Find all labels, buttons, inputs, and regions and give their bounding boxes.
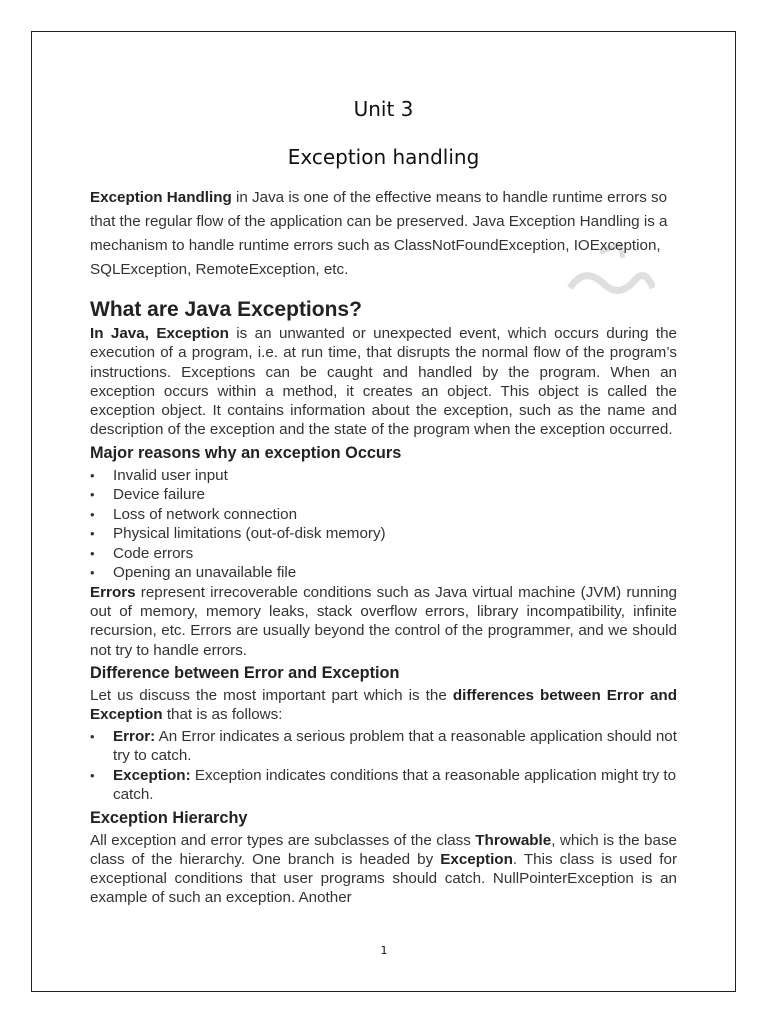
list-item: • Invalid user input [90, 466, 677, 486]
hierarchy-text-1: All exception and error types are subclasses of the class [90, 831, 476, 849]
errors-bold: Errors [90, 583, 136, 601]
hierarchy-bold-2: Exception [440, 850, 513, 868]
java-exception-bold: In Java, Exception [90, 325, 229, 342]
list-item: • Device failure [90, 485, 677, 505]
section-heading-java-exceptions: What are Java Exceptions? [90, 298, 362, 321]
errors-paragraph [90, 583, 677, 660]
hierarchy-bold-1: Throwable [475, 831, 552, 849]
difference-heading: Difference between Error and Exception [90, 663, 400, 682]
errors-text: represent irrecoverable conditions such as Java virtual machine (JVM) running out of memory, memory leaks, stack overflow errors, library incompatibility, infinite recursion, etc. Errors are usually beyond the control of the programmer, and we should not try to handle errors. [90, 583, 677, 659]
reasons-list [90, 466, 677, 583]
hierarchy-text-3: . This class is used for exceptional conditions that user programs should catch. NullPointerException is an example of such an exception. Another [90, 850, 677, 907]
hierarchy-heading: Exception Hierarchy [90, 808, 248, 827]
difference-lead-bold: differences between Error and Exception [90, 686, 677, 724]
list-item: • Code errors [90, 544, 677, 564]
java-exception-text: is an unwanted or unexpected event, which occurs during the execution of a program, i.e. at run time, that disrupts the normal flow of the program’s instructions. Exceptions can be caught and handled by the program. When an exception occurs within a method, it creates an object. This object is called the exception object. It contains information about the exception, such as the name and description of the exception and the state of the program when the exception occurred. [90, 325, 677, 439]
list-item [90, 766, 677, 805]
hierarchy-text-2: , which is the base class of the hierarchy. One branch is headed by [90, 831, 677, 868]
difference-lead [90, 686, 677, 725]
list-item: • Physical limitations (out-of-disk memory) [90, 524, 677, 544]
unit-label: Unit 3 [353, 97, 414, 121]
intro-text: in Java is one of the effective means to handle runtime errors so that the regular flow of the application can be preserved. Java Exception Handling is a mechanism to handle runtime errors such as ClassNotFoundException, IOException, SQLException, RemoteException, etc. [90, 189, 668, 278]
hierarchy-paragraph [90, 831, 677, 908]
difference-lead-text: Let us discuss the most important part which is the [90, 686, 453, 704]
document-title: Exception handling [287, 145, 480, 169]
difference-lead-tail: that is as follows: [162, 706, 283, 724]
list-item-text: Exception indicates conditions that a reasonable application might try to catch. [113, 766, 677, 804]
page-number: 1 [380, 944, 388, 957]
list-item [90, 727, 677, 766]
java-exception-paragraph [90, 324, 677, 440]
document-body [90, 95, 677, 908]
list-item-bold: Exception: [113, 766, 191, 784]
intro-bold: Exception Handling [90, 189, 232, 206]
list-item: • Opening an unavailable file [90, 563, 677, 583]
intro-paragraph [90, 186, 677, 282]
list-item-bold: Error: [113, 727, 156, 745]
reasons-heading: Major reasons why an exception Occurs [90, 443, 402, 462]
difference-list [90, 727, 677, 805]
list-item-text: An Error indicates a serious problem that a reasonable application should not try to catch. [113, 727, 677, 765]
list-item: • Loss of network connection [90, 505, 677, 525]
